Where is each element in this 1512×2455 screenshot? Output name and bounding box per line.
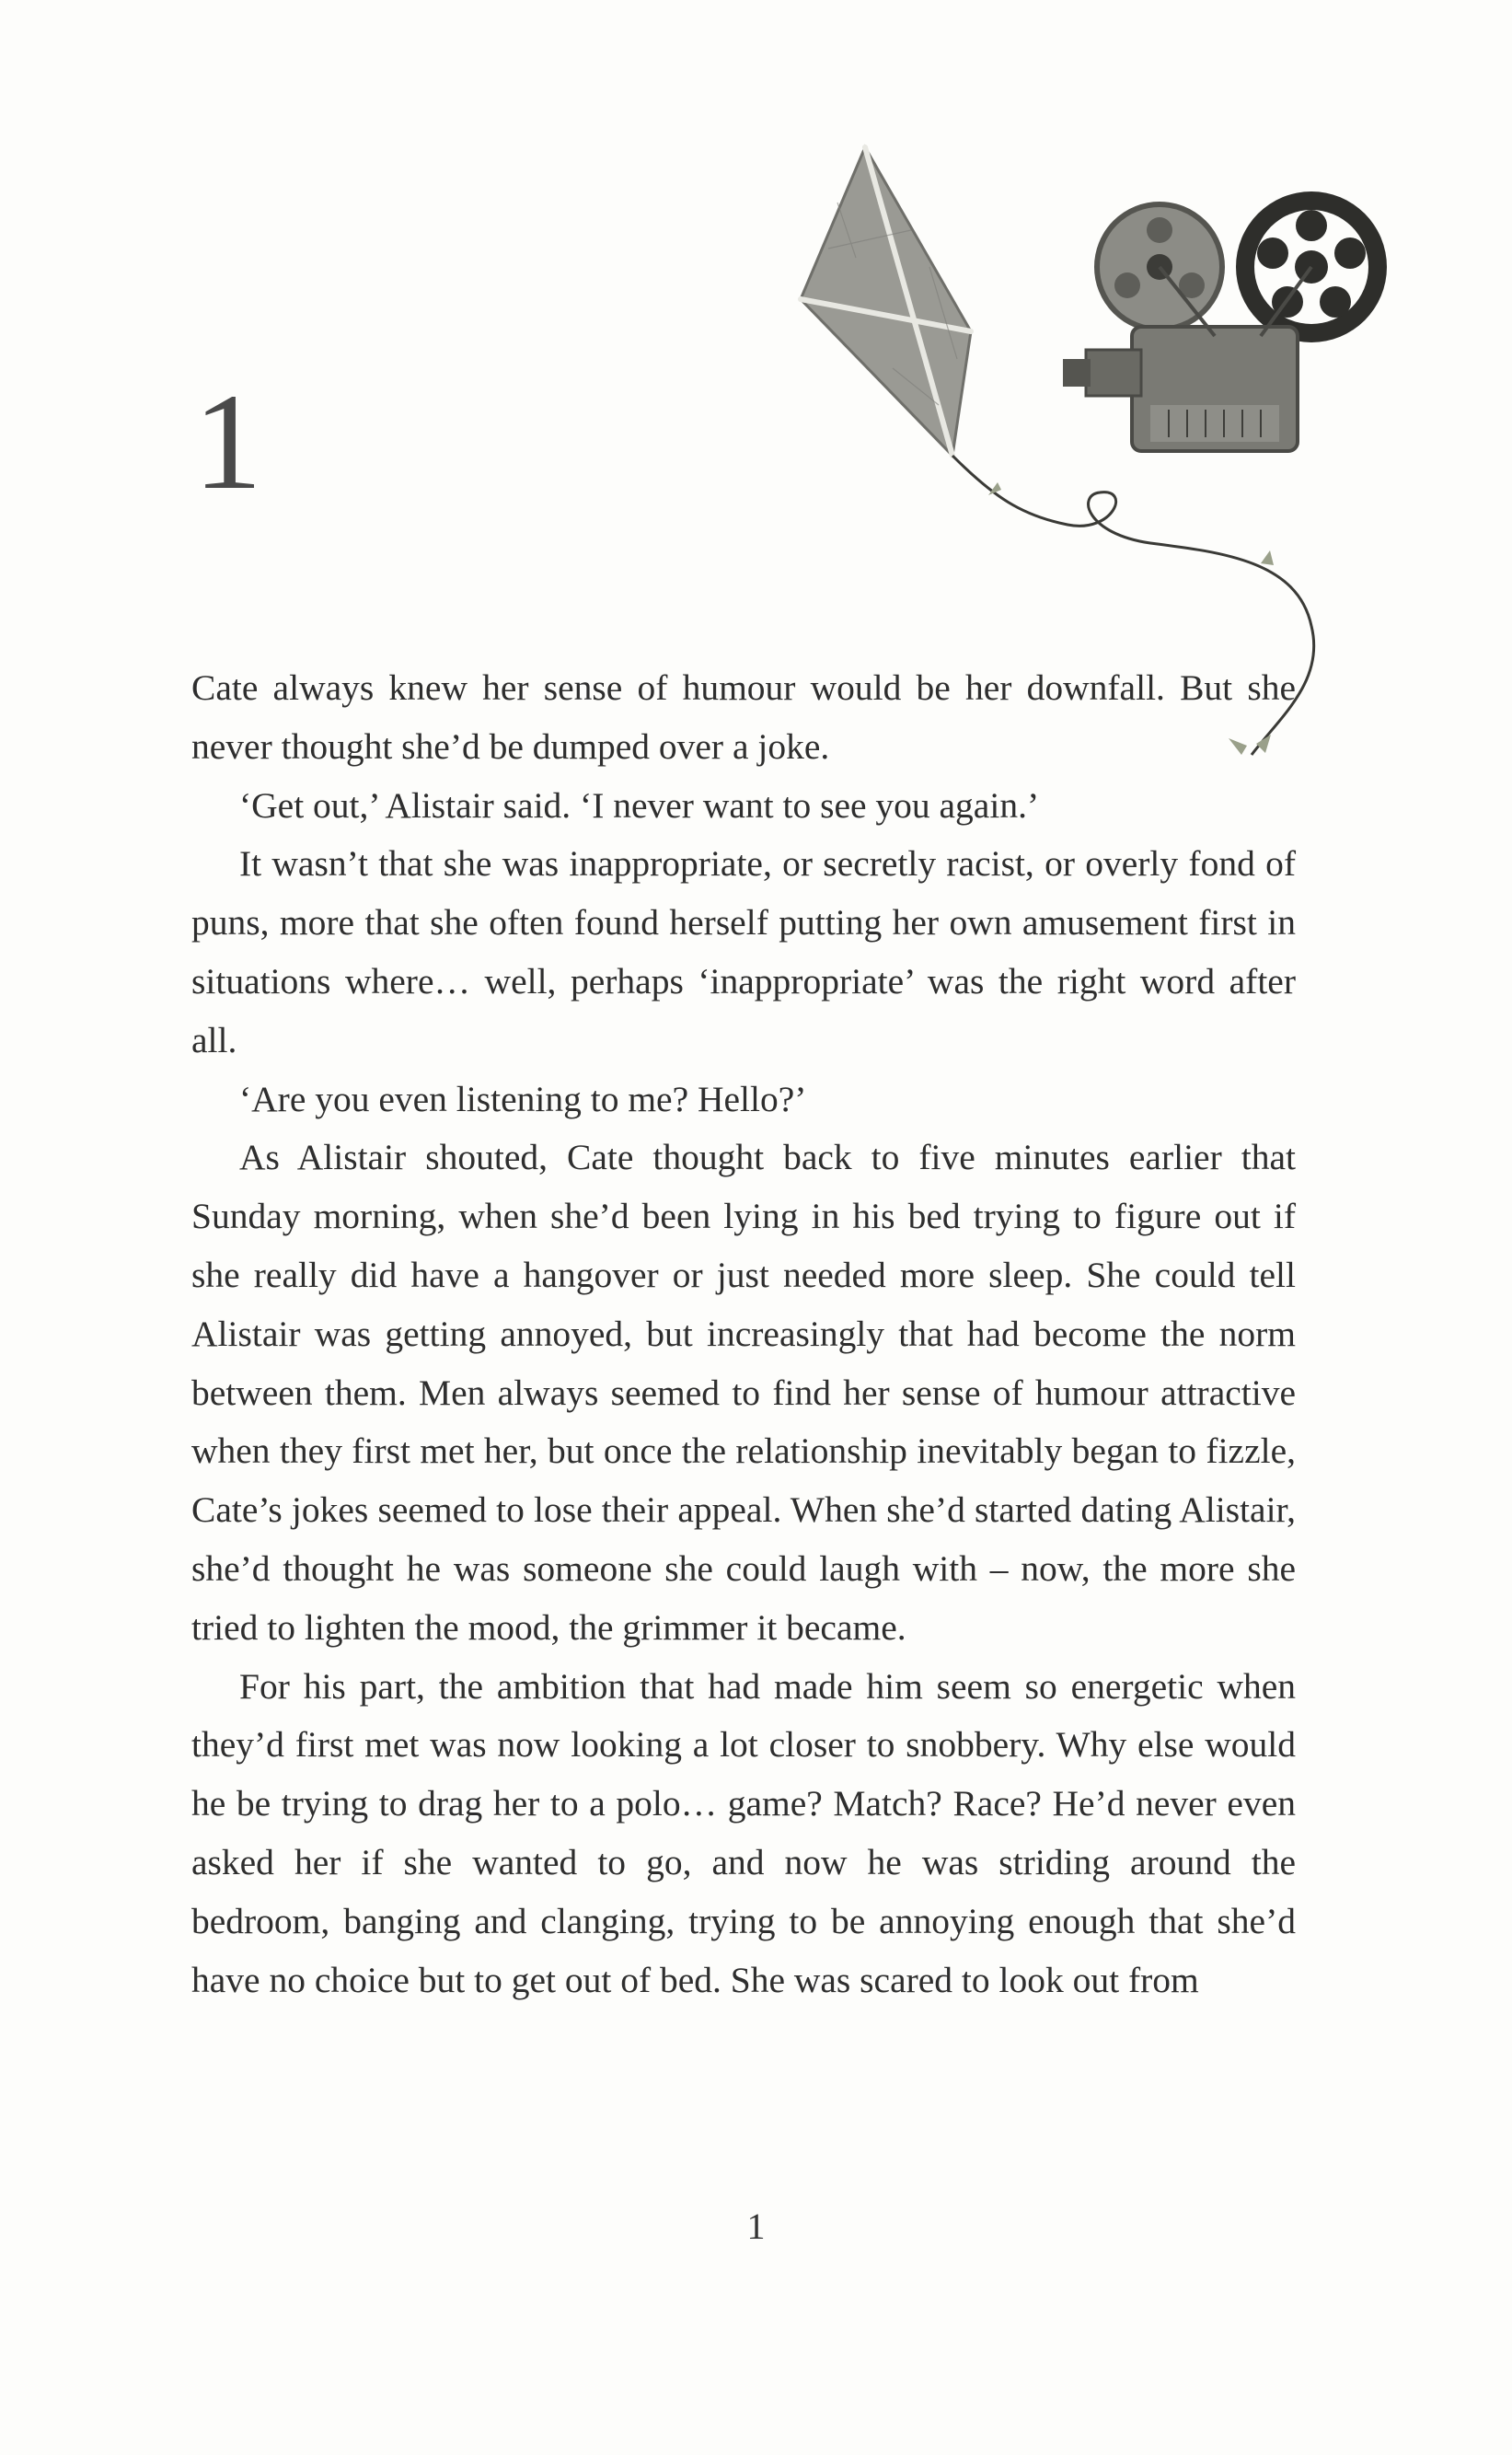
paragraph: For his part, the ambition that had made him seem so energetic when they’d first met was now looking a lot closer to snobbery. Why else would he be trying to drag her to a polo… game? Match? Race? He’d never even asked her if she wanted to go, and now he was striding around the bedroom, banging and clanging, trying to be annoying enough that she’d have no choice but to get out of bed. She was scared to look out from: [191, 1665, 1296, 2000]
paragraph: ‘Get out,’ Alistair said. ‘I never want to see you again.’: [239, 784, 1040, 826]
paragraph: As Alistair shouted, Cate thought back to five minutes earlier that Sunday morning, when she’d been lying in his bed trying to figure out if she really did have a hangover or just needed more sleep. She could tell Alistair was getting annoyed, but increasingly that had become the norm between them. Men always seemed to find her sense of humour attractive when they first met her, but once the relationship inevitably began to fizzle, Cate’s jokes seemed to lose their appeal. When she’d started dating Alistair, she’d thought he was someone she could laugh with – now, the more she tried to lighten the mood, the grimmer it became.: [191, 1137, 1296, 1648]
chapter-body: [191, 659, 1296, 2009]
chapter-number: 1: [193, 365, 262, 518]
paragraph: It wasn’t that she was inappropriate, or secretly racist, or overly fond of puns, more that she often found herself putting her own amusement first in situations where… well, perhaps ‘inappropriate’ was the right word after all.: [191, 843, 1296, 1060]
film-projector-icon: [1063, 191, 1387, 451]
page-number: 1: [746, 2206, 766, 2247]
paragraph: Cate always knew her sense of humour would be her downfall. But she never thought she’d be dumped over a joke.: [191, 667, 1296, 767]
paragraph: ‘Are you even listening to me? Hello?’: [239, 1078, 807, 1119]
